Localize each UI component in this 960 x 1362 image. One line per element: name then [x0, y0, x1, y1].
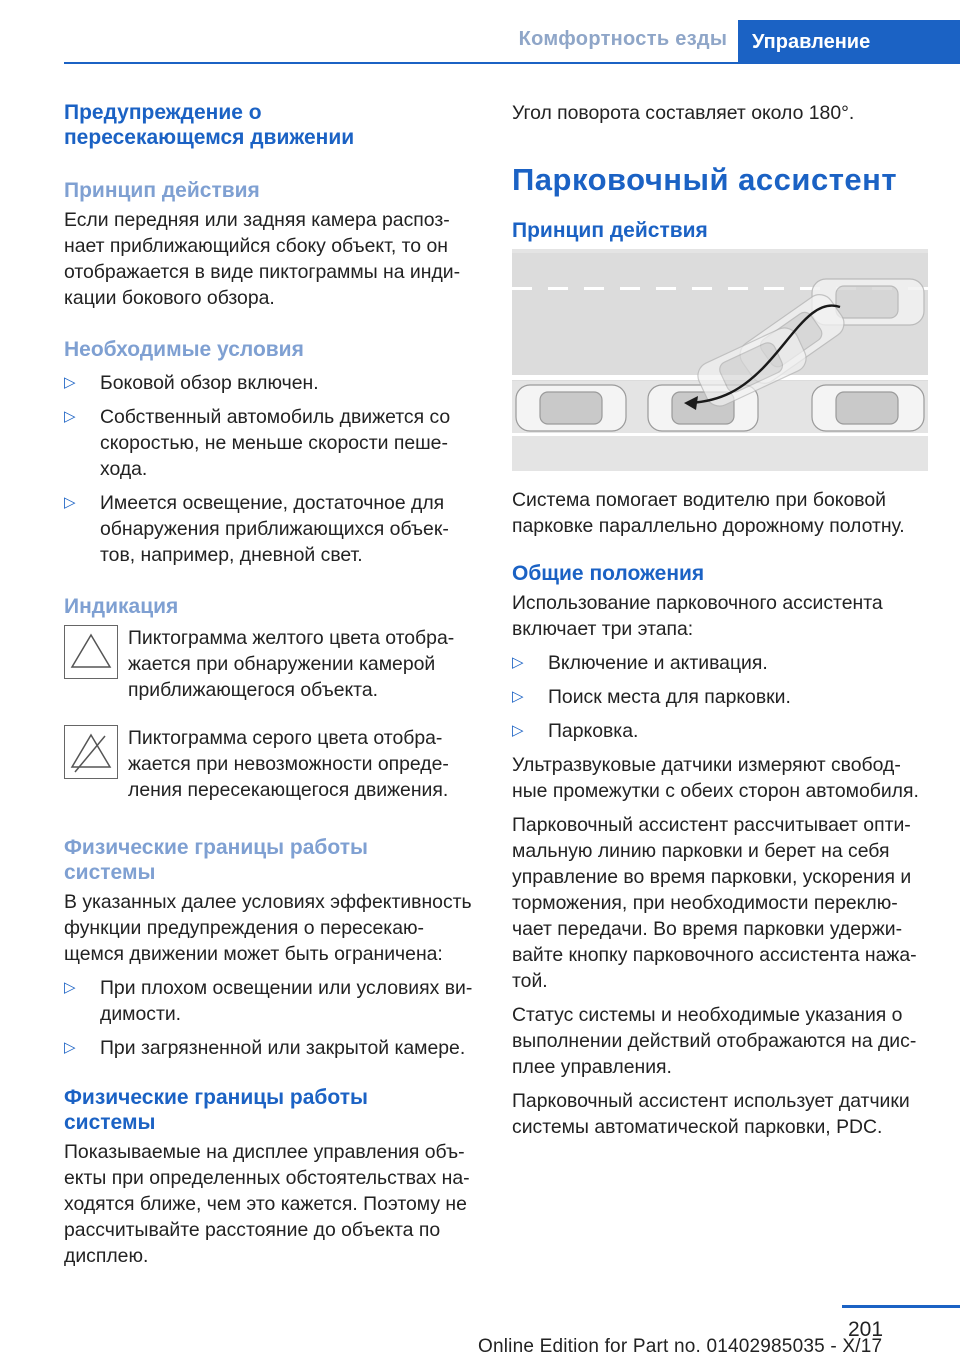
heading-principle-parking: Принцип действия	[512, 219, 708, 242]
triangle-bullet-icon: ▷	[512, 654, 524, 671]
general-text: Использование парковочного ассистента включает три этапа:	[512, 592, 883, 640]
triangle-bullet-icon: ▷	[64, 374, 76, 391]
warning-triangle-crossed-icon	[64, 725, 118, 779]
list-item: ▷ При плохом освещении или условиях ви-димости.	[64, 977, 473, 1025]
list-item: ▷ Включение и активация.	[512, 652, 768, 674]
list-item: ▷ Парковка.	[512, 720, 639, 742]
limits-2-text: Показываемые на дисплее управления объ-екты при определенных обстоятельствах на-ходятся ближе, чем это кажется. Поэтому не рассчитывайте расстояние до объекта по дисплею.	[64, 1141, 470, 1267]
car-parked-left	[516, 385, 626, 431]
triangle-bullet-icon: ▷	[64, 408, 76, 425]
edition-footer: Online Edition for Part no. 01402985035 - X/17	[478, 1336, 883, 1357]
car-parked-right	[812, 385, 924, 431]
heading-limits-1: Физические границы работы системы	[64, 836, 368, 884]
limits-1-text: В указанных далее условиях эффективность функции предупреждения о пересекаю-щемся движении может быть ограничена:	[64, 891, 472, 965]
section-tab-comfort[interactable]: Комфортность езды	[518, 28, 728, 50]
header-rule	[64, 62, 960, 64]
paragraph-status: Статус системы и необходимые указания о выполнении действий отображаются на дис-плее управления.	[512, 1004, 917, 1078]
heading-limits-2: Физические границы работы системы	[64, 1086, 368, 1134]
section-tab-control[interactable]: Управление	[738, 20, 960, 62]
triangle-bullet-icon: ▷	[512, 722, 524, 739]
list-item: ▷ При загрязненной или закрытой камере.	[64, 1037, 466, 1059]
list-item: ▷ Имеется освещение, достаточное для обнаружения приближающихся объек-тов, например, дневной свет.	[64, 492, 449, 566]
page-number: 201	[848, 1318, 884, 1341]
list-item: ▷ Собственный автомобиль движется со скоростью, не меньше скорости пеше-хода.	[64, 406, 451, 480]
paragraph-pdc: Парковочный ассистент использует датчики системы автоматической парковки, PDC.	[512, 1090, 910, 1138]
indication-yellow-row: Пиктограмма желтого цвета отобра-жается при обнаружении камерой приближающегося объекта.	[64, 625, 476, 703]
warning-triangle-icon	[64, 625, 118, 679]
triangle-bullet-icon: ▷	[64, 979, 76, 996]
footer-rule	[842, 1305, 960, 1308]
left-column	[64, 100, 476, 1269]
principle-text: Если передняя или задняя камера распоз-нает приближающийся сбоку объект, то он отображается в виде пиктограммы на инди-кации бокового обзора.	[64, 209, 461, 309]
park-assistant-title: Парковочный ассистент	[512, 162, 898, 197]
heading-conditions: Необходимые условия	[64, 338, 304, 361]
paragraph-sensors: Ультразвуковые датчики измеряют свобод-ные промежутки с обеих сторон автомобиля.	[512, 754, 919, 802]
triangle-bullet-icon: ▷	[512, 688, 524, 705]
figure-caption: Система помогает водителю при боковой парковке параллельно дорожному полотну.	[512, 489, 905, 537]
heading-principle: Принцип действия	[64, 179, 260, 202]
list-item: ▷ Поиск места для парковки.	[512, 686, 791, 708]
parking-illustration	[512, 249, 928, 471]
section-title-cross-traffic: Предупреждение о пересекающемся движении	[64, 101, 355, 149]
triangle-bullet-icon: ▷	[64, 1039, 76, 1056]
angle-text: Угол поворота составляет около 180°.	[512, 102, 855, 124]
list-item: ▷ Боковой обзор включен.	[64, 372, 319, 394]
heading-general: Общие положения	[512, 562, 705, 585]
paragraph-control: Парковочный ассистент рассчитывает опти-мальную линию парковки и берет на себя управление во время парковки, ускорения и торможения, при необходимости переклю-чает передачи. Во время парковки удержи-вайте кнопку парковочного ассистента нажа-той.	[512, 814, 917, 992]
right-column	[512, 100, 932, 1140]
indication-grey-row: Пиктограмма серого цвета отобра-жается при невозможности опреде-ления пересекающегося движения.	[64, 725, 476, 803]
triangle-bullet-icon: ▷	[64, 494, 76, 511]
heading-indication: Индикация	[64, 595, 179, 618]
